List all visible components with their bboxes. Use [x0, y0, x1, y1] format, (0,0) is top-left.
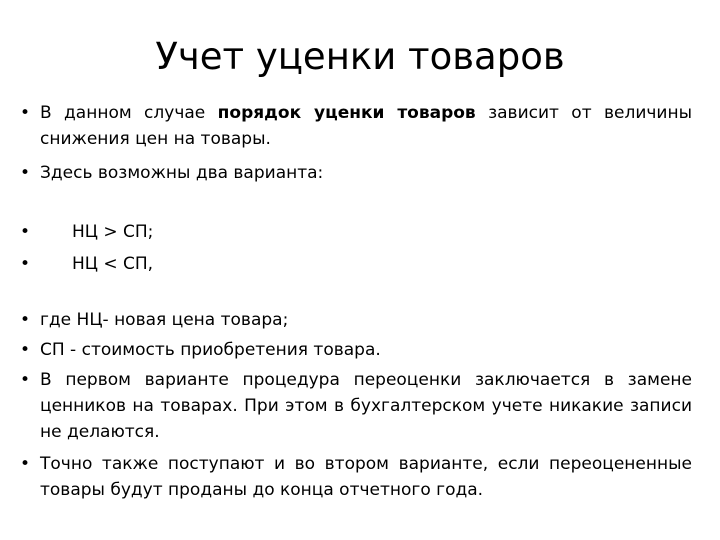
list-item — [20, 451, 692, 503]
item-text: НЦ < СП, — [72, 254, 154, 274]
bullet-icon: • — [20, 163, 31, 183]
bullet-icon: • — [20, 454, 31, 474]
slide-title: Учет уценки товаров — [155, 35, 565, 78]
list-item — [20, 100, 692, 152]
item-text: Точно также поступают и во втором варианте, если переоцененные товары будут проданы до конца отчетного года. — [40, 454, 692, 500]
list-item — [20, 337, 692, 363]
list-item — [20, 219, 692, 245]
list-item — [20, 251, 692, 277]
item-text: В первом варианте процедура переоценки заключается в замене ценников на товарах. При этом в бухгалтерском учете никакие записи не делаются. — [40, 370, 692, 442]
bullet-icon: • — [20, 370, 31, 390]
bullet-icon: • — [20, 254, 31, 274]
bullet-icon: • — [20, 222, 31, 242]
bullet-icon: • — [20, 103, 31, 123]
item-text: СП - стоимость приобретения товара. — [40, 340, 381, 360]
item-text: НЦ > СП; — [72, 222, 154, 242]
bullet-icon: • — [20, 340, 31, 360]
list-item — [20, 367, 692, 445]
item-text: где НЦ- новая цена товара; — [40, 310, 289, 330]
item-text: Здесь возможны два варианта: — [40, 163, 324, 183]
item-text-post: зависит от величины снижения цен на товары. — [40, 103, 693, 149]
bullet-icon: • — [20, 310, 31, 330]
list-item — [20, 307, 692, 333]
list-item — [20, 160, 692, 186]
item-text-bold: порядок уценки товаров — [217, 103, 476, 123]
bullet-list — [20, 96, 692, 503]
item-text-pre: В данном случае — [40, 103, 218, 123]
